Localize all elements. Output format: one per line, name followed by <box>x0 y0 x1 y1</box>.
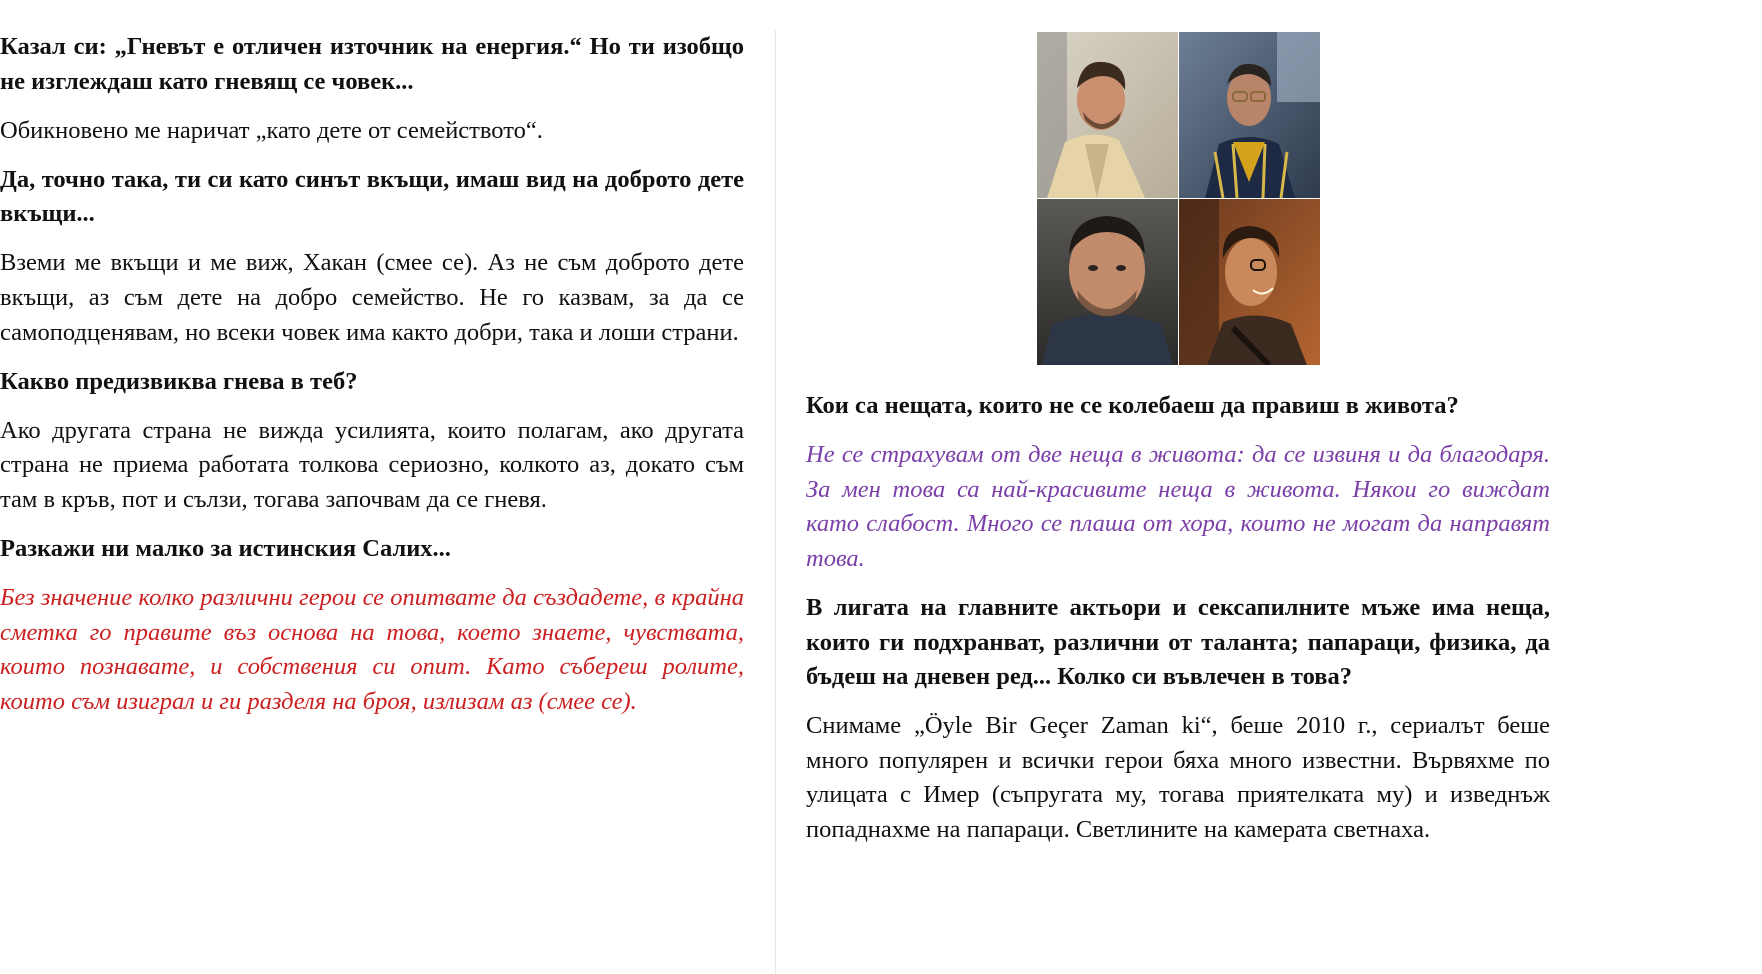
photo-bottom-right <box>1179 199 1320 365</box>
question-good-child: Да, точно така, ти си като синът вкъщи, имаш вид на доброто дете вкъщи... <box>0 165 744 228</box>
photo-top-right <box>1179 32 1320 198</box>
question-what-causes-anger: Какво предизвиква гнева в теб? <box>0 367 358 395</box>
answer-no-hesitation: Не се страхувам от две неща в живота: да се извиня и да благодаря. За мен това са най-красивите неща в живота. Някои го виждат като слабост. Много се плаша от хора, които не могат да направят това. <box>806 441 1550 572</box>
question-real-salih: Разкажи ни малко за истинския Салих... <box>0 535 451 563</box>
question-anger-energy: Казал си: „Гневът е отличен източник на енергия.“ Но ти изобщо не изглеждаш като гневящ се човек... <box>0 33 744 95</box>
photo-bottom-left <box>1037 199 1178 365</box>
column-divider <box>775 30 776 974</box>
left-column <box>0 30 744 734</box>
right-column <box>806 30 1550 862</box>
answer-real-salih: Без значение колко различни герои се опитвате да създадете, в крайна сметка го правите въз основа на това, което знаете, чувствата, които познавате, и собствения си опит. Като съберeш ролите, които съм изиграл и ги разделя на броя, излизам аз (смее се). <box>0 584 744 715</box>
answer-good-family: Вземи ме вкъщи и ме виж, Хакан (смее се). Аз не съм доброто дете вкъщи, аз съм дете на добро семейство. Не го казвам, за да се самоподценявам, но всеки човек има както добри, така и лоши страни. <box>0 249 744 346</box>
question-no-hesitation: Кои са нещата, които не се колебаеш да правиш в живота? <box>806 392 1459 419</box>
photo-top-left <box>1037 32 1178 198</box>
actor-photo-collage <box>1037 32 1320 365</box>
answer-what-causes-anger: Ако другата страна не вижда усилията, които полагам, ако другата страна не приема работата толкова сериозно, колкото аз, докато съм там в кръв, пот и сълзи, тогава започвам да се гневя. <box>0 416 744 514</box>
answer-paparazzi-story: Снимаме „Öyle Bir Geçer Zaman ki“, беше 2010 г., сериалът беше много популярен и всички герои бяха много известни. Вървяхме по улицата с Имер (съпругата му, тогава приятелката му) и изведнъж попаднахме на папараци. Светлините на камерата светнаха. <box>806 712 1550 844</box>
question-lead-actors-league: В лигата на главните актьори и сексапилните мъже има неща, които ги подхранват, различни от таланта; папараци, физика, да бъдеш на дневен ред... Колко си въвлечен в това? <box>806 593 1550 691</box>
answer-family-child: Обикновено ме наричат „като дете от семейството“. <box>0 116 543 144</box>
